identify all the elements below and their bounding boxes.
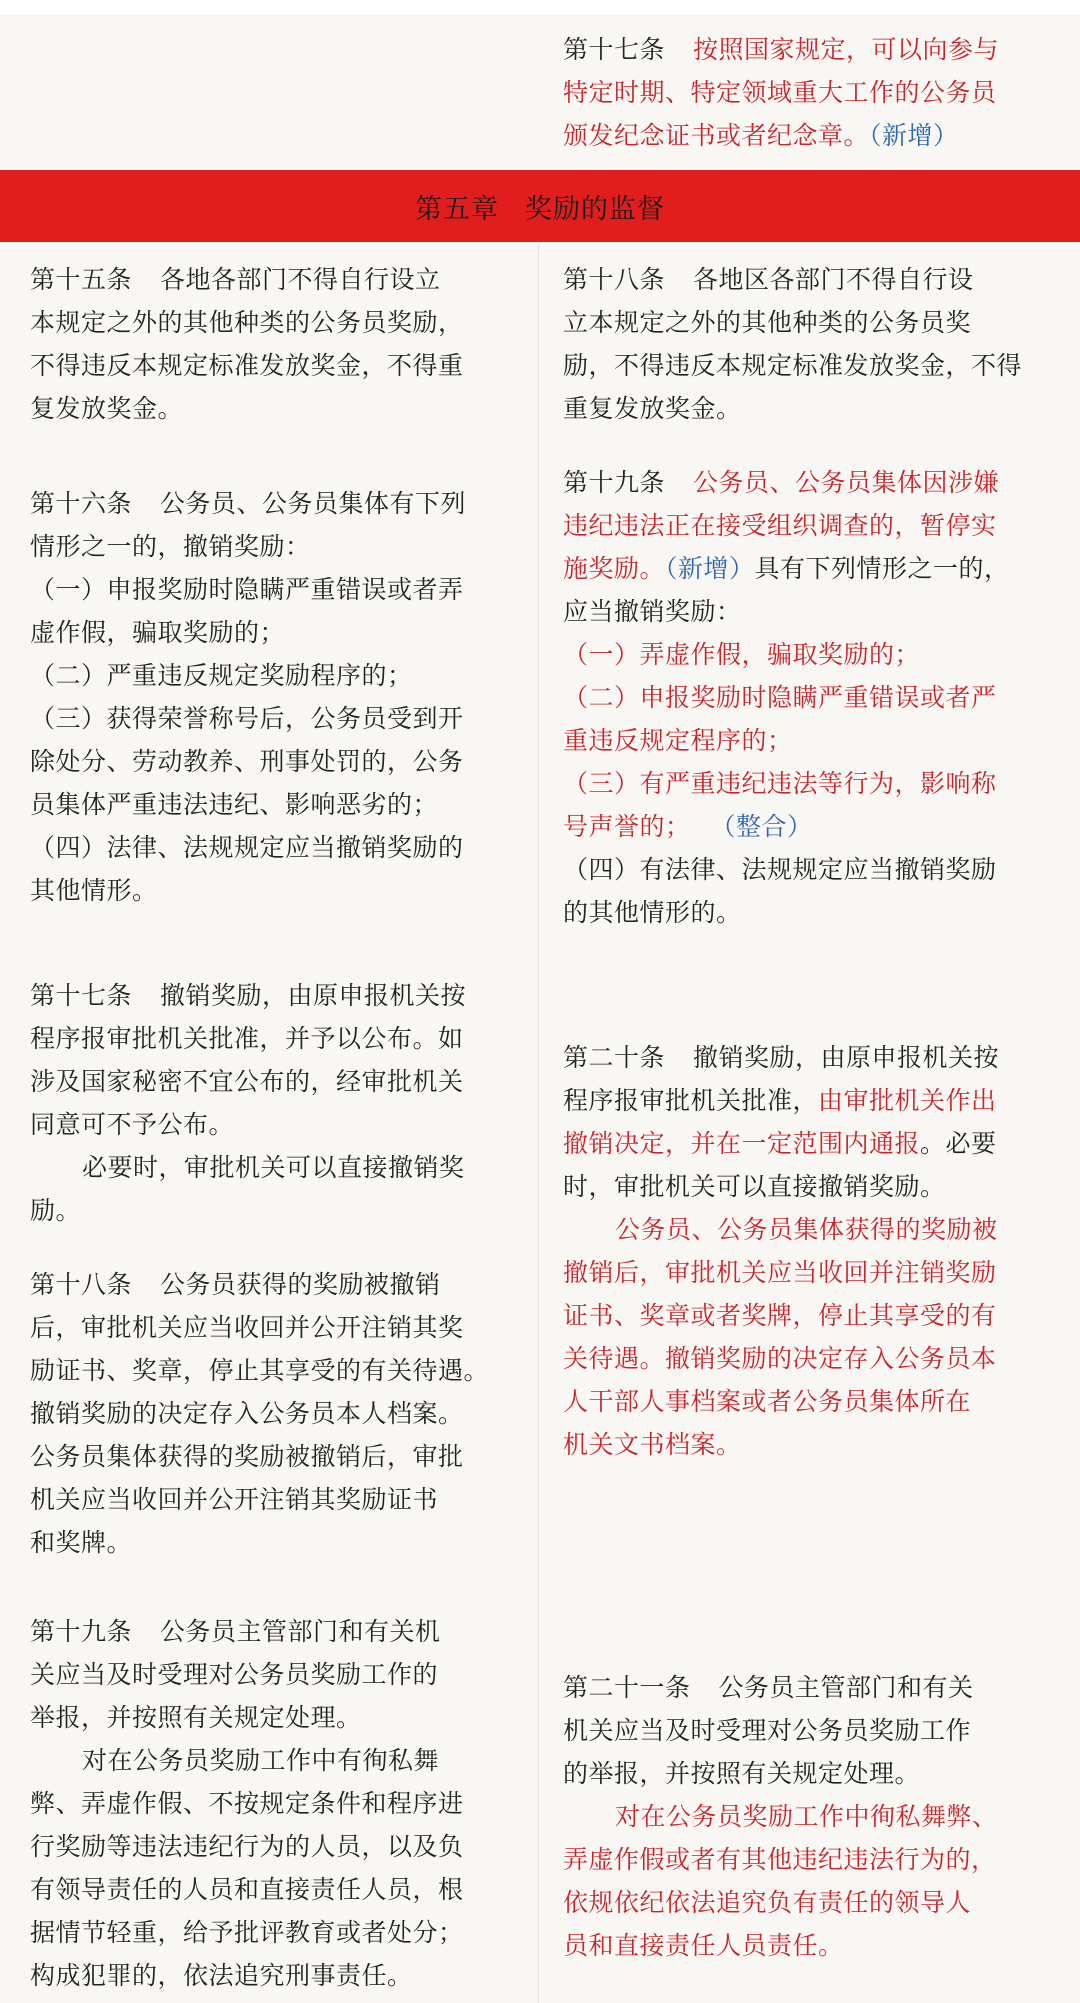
article-number: 第十九条 [30,1617,133,1646]
annotation-new: （新增） [665,554,755,583]
left-article-18 [30,1263,489,1564]
text-line: 撤销奖励的决定存入公务员本人档案。 [30,1399,464,1428]
new-text: （一）弄虚作假，骗取奖励的； [563,640,921,669]
text-line: 撤销奖励，由原申报机关按 [160,981,467,1010]
text-line: 弊、弄虚作假、不按规定条件和程序进 [30,1789,464,1818]
new-text: 由审批机关作出 [818,1086,997,1115]
text-line: 员集体严重违法违纪、影响恶劣的； [30,790,439,819]
text-line: 机关应当及时受理对公务员奖励工作 [563,1716,972,1745]
text-line: 公务员主管部门和有关机 [160,1617,441,1646]
text-line: 重复发放奖金。 [563,394,742,423]
text-line: （一）申报奖励时隐瞒严重错误或者弄 [30,575,464,604]
text-line: 本规定之外的其他种类的公务员奖励， [30,308,464,337]
new-text: 人干部人事档案或者公务员集体所在 [563,1387,972,1416]
right-article-20 [563,1036,999,1466]
text-line: 程序报审批机关批准，并予以公布。如 [30,1024,464,1053]
right-article-21 [563,1666,998,1967]
text-line: 不得违反本规定标准发放奖金，不得重 [30,351,464,380]
text-line: 关应当及时受理对公务员奖励工作的 [30,1660,439,1689]
new-text: 对在公务员奖励工作中徇私舞弊、 [615,1802,998,1831]
text-line: 举报，并按照有关规定处理。 [30,1703,362,1732]
left-article-15 [30,258,464,430]
new-text: 机关文书档案。 [563,1430,742,1459]
new-text: 重违反规定程序的； [563,726,793,755]
left-article-16 [30,482,466,912]
text-line: 构成犯罪的，依法追究刑事责任。 [30,1961,413,1990]
text-line: 时，审批机关可以直接撤销奖励。 [563,1172,946,1201]
text-line: 和奖牌。 [30,1528,133,1557]
text-line: （三）获得荣誉称号后，公务员受到开 [30,704,464,733]
text-line: 复发放奖金。 [30,394,184,423]
annotation-merged: （整合） [710,812,813,841]
article-number: 第十八条 [30,1270,133,1299]
new-text: 撤销决定，并在一定范围内通报 [563,1129,921,1158]
text-line: 情形之一的，撤销奖励： [30,532,311,561]
new-text: 特定时期、特定领域重大工作的公务员 [563,78,997,107]
new-text: （二）申报奖励时隐瞒严重错误或者严 [563,683,997,712]
new-text: 依规依纪依法追究负有责任的领导人 [563,1888,972,1917]
new-text: 施奖励。 [563,554,666,583]
new-text: 弄虚作假或者有其他违纪违法行为的， [563,1845,997,1874]
text-line: 各地各部门不得自行设立 [160,265,441,294]
text-line: 据情节轻重，给予批评教育或者处分； [30,1918,464,1947]
text-line: 其他情形。 [30,876,158,905]
text-line: 各地区各部门不得自行设 [693,265,974,294]
text-line: （二）严重违反规定奖励程序的； [30,661,413,690]
article-number: 第十七条 [563,35,666,64]
text-line: 的其他情形的。 [563,898,742,927]
new-text: 号声誉的； [563,812,691,841]
text-line: 撤销奖励，由原申报机关按 [693,1043,1000,1072]
new-text: 关待遇。撤销奖励的决定存入公务员本 [563,1344,997,1373]
article-number: 第十七条 [30,981,133,1010]
article-number: 第二十一条 [563,1673,691,1702]
text-line: 后，审批机关应当收回并公开注销其奖 [30,1313,464,1342]
top-strip [0,0,1080,14]
text-line: 公务员、公务员集体有下列 [160,489,467,518]
text-line: 立本规定之外的其他种类的公务员奖 [563,308,972,337]
text-line: 行奖励等违法违纪行为的人员，以及负 [30,1832,464,1861]
text-line: 具有下列情形之一的， [754,554,1010,583]
article-number: 第十五条 [30,265,133,294]
new-text: （三）有严重违纪违法等行为，影响称 [563,769,997,798]
text-line: 励证书、奖章，停止其享受的有关待遇。 [30,1356,490,1385]
chapter-title: 奖励的监督 [525,193,665,225]
text-line: 机关应当收回并公开注销其奖励证书 [30,1485,439,1514]
new-text: 按照国家规定，可以向参与 [693,35,1000,64]
new-text: 员和直接责任人员责任。 [563,1931,844,1960]
right-article-19 [563,461,1010,934]
text-line: （四）法律、法规规定应当撤销奖励的 [30,833,464,862]
new-text: 违纪违法正在接受组织调查的，暂停实 [563,511,997,540]
new-text: 颁发纪念证书或者纪念章。 [563,121,870,150]
text-line: 的举报，并按照有关规定处理。 [563,1759,921,1788]
top-article-17 [563,28,999,157]
text-line: 应当撤销奖励： [563,597,742,626]
text-line: 有领导责任的人员和直接责任人员，根 [30,1875,464,1904]
text-line: 除处分、劳动教养、刑事处罚的，公务 [30,747,464,776]
right-article-18 [563,258,1022,430]
text-line: 虚作假，骗取奖励的； [30,618,286,647]
new-text: 公务员、公务员集体获得的奖励被 [615,1215,998,1244]
text-line: 公务员集体获得的奖励被撤销后，审批 [30,1442,464,1471]
article-number: 第二十条 [563,1043,666,1072]
article-number: 第十八条 [563,265,666,294]
new-text: 公务员、公务员集体因涉嫌 [693,468,1000,497]
left-article-19 [30,1610,464,1997]
chapter-number: 第五章 [415,193,499,225]
text-line: 必要时，审批机关可以直接撤销奖 [82,1153,465,1182]
left-article-17 [30,974,466,1232]
text-line: 程序报审批机关批准， [563,1086,819,1115]
text-line: （四）有法律、法规规定应当撤销奖励 [563,855,997,884]
article-number: 第十九条 [563,468,666,497]
text-line: 公务员获得的奖励被撤销 [160,1270,441,1299]
column-divider [538,244,539,2003]
text-line: 公务员主管部门和有关 [718,1673,974,1702]
article-number: 第十六条 [30,489,133,518]
text-line: 励，不得违反本规定标准发放奖金，不得 [563,351,1023,380]
new-text: 证书、奖章或者奖牌，停止其享受的有 [563,1301,997,1330]
text-line: 对在公务员奖励工作中有徇私舞 [82,1746,440,1775]
text-line: 同意可不予公布。 [30,1110,235,1139]
text-line: 。必要 [920,1129,997,1158]
text-line: 涉及国家秘密不宜公布的，经审批机关 [30,1067,464,1096]
text-line: 励。 [30,1196,82,1225]
chapter-header [0,170,1080,242]
annotation-new: （新增） [869,121,959,150]
new-text: 撤销后，审批机关应当收回并注销奖励 [563,1258,997,1287]
